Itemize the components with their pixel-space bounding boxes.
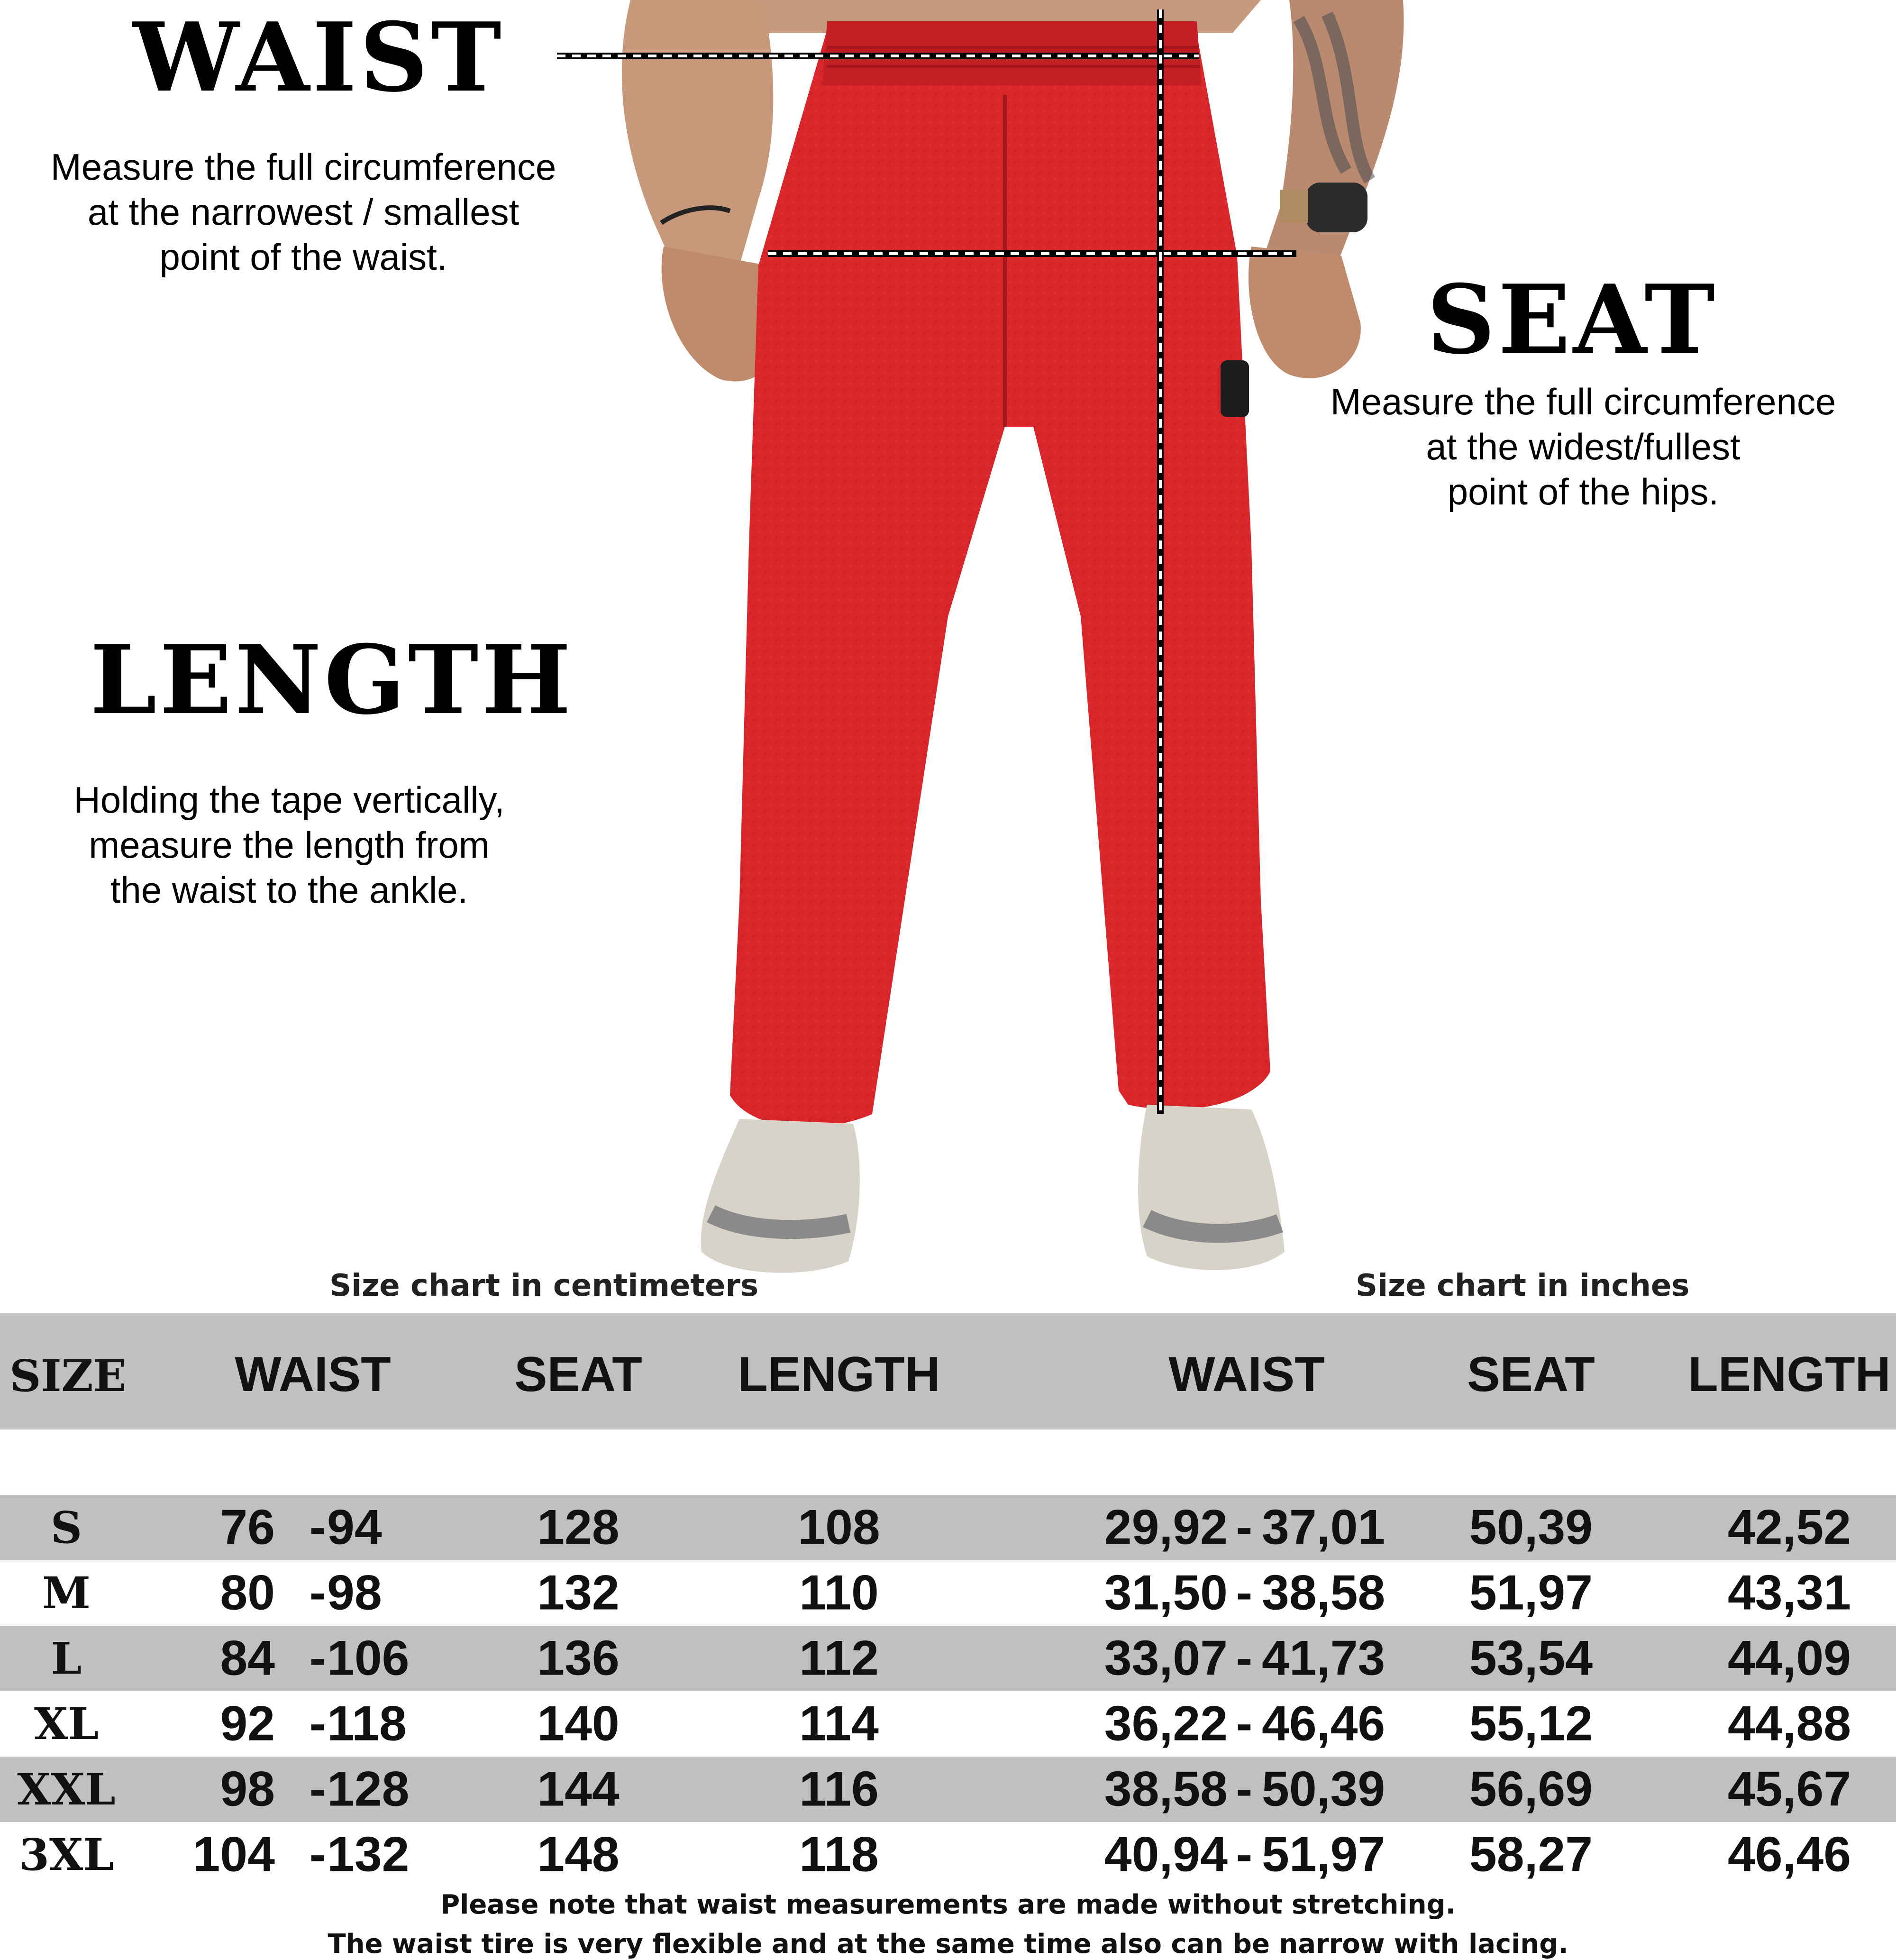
cell-cm-waist-max: 94 <box>327 1500 382 1555</box>
seat-title: SEAT <box>1427 264 1718 376</box>
watch <box>1306 183 1367 232</box>
cell-cm-waist-dash: - <box>309 1565 326 1621</box>
cell-cm-length: 114 <box>799 1696 879 1751</box>
cell-in-waist-max: 38,58 <box>1262 1565 1386 1621</box>
cell-cm-waist-min: 98 <box>220 1761 275 1817</box>
cell-cm-waist-dash: - <box>309 1630 326 1686</box>
cell-cm-waist-dash: - <box>309 1500 326 1555</box>
cell-size: 3XL <box>18 1829 114 1880</box>
caption-centimeters: Size chart in centimeters <box>329 1268 759 1303</box>
seat-line-2: at the widest/fullest <box>1426 426 1741 467</box>
cell-in-length: 44,88 <box>1727 1696 1851 1751</box>
table-row <box>0 1757 1896 1822</box>
cell-cm-seat: 132 <box>537 1565 620 1621</box>
cell-in-waist-min: 36,22 <box>1104 1696 1228 1751</box>
seat-line-1: Measure the full circumference <box>1330 381 1836 422</box>
cell-in-waist-dash: - <box>1236 1500 1253 1555</box>
cell-in-waist-max: 41,73 <box>1262 1630 1386 1686</box>
note-lacing: The waist tire is very flexible and at the same time also can be narrow with lacing. <box>328 1929 1568 1960</box>
cell-cm-waist-min: 92 <box>220 1696 275 1751</box>
waist-line-1: Measure the full circumference <box>50 146 556 188</box>
cell-in-seat: 53,54 <box>1469 1630 1593 1686</box>
header-cm-seat: SEAT <box>514 1347 642 1402</box>
length-line-3: the waist to the ankle. <box>110 869 468 911</box>
cell-in-length: 46,46 <box>1727 1827 1851 1882</box>
length-instructions <box>9 778 569 913</box>
seat-line-3: point of the hips. <box>1447 471 1719 513</box>
header-size: SIZE <box>9 1350 127 1401</box>
cell-in-waist-max: 46,46 <box>1262 1696 1386 1751</box>
cell-in-waist-min: 40,94 <box>1104 1827 1228 1882</box>
cell-in-waist-min: 31,50 <box>1104 1565 1228 1621</box>
header-cm-waist: WAIST <box>235 1347 391 1402</box>
cell-in-seat: 55,12 <box>1469 1696 1593 1751</box>
cell-cm-waist-max: 128 <box>327 1761 410 1817</box>
cell-in-waist-min: 33,07 <box>1104 1630 1228 1686</box>
cell-cm-waist-max: 132 <box>327 1827 410 1882</box>
cell-cm-waist-min: 84 <box>220 1630 275 1686</box>
cell-in-seat: 51,97 <box>1469 1565 1593 1621</box>
header-in-seat: SEAT <box>1467 1347 1595 1402</box>
pants <box>730 21 1270 1127</box>
cell-cm-length: 118 <box>799 1827 879 1882</box>
cell-in-waist-max: 51,97 <box>1262 1827 1386 1882</box>
cell-in-waist-min: 29,92 <box>1104 1500 1228 1555</box>
cell-cm-seat: 140 <box>537 1696 620 1751</box>
cell-in-waist-dash: - <box>1236 1696 1253 1751</box>
cell-cm-waist-max: 118 <box>327 1696 407 1751</box>
waist-instructions <box>9 145 597 280</box>
cell-cm-seat: 136 <box>537 1630 620 1686</box>
cell-size: L <box>51 1633 82 1684</box>
cell-in-length: 45,67 <box>1727 1761 1851 1817</box>
cell-cm-waist-max: 98 <box>327 1565 382 1621</box>
cell-in-waist-dash: - <box>1236 1630 1253 1686</box>
length-line-1: Holding the tape vertically, <box>73 779 505 821</box>
cell-cm-waist-dash: - <box>309 1761 326 1817</box>
cell-in-waist-dash: - <box>1236 1827 1253 1882</box>
seat-instructions <box>1289 379 1877 514</box>
cell-in-waist-max: 50,39 <box>1262 1761 1386 1817</box>
cell-in-length: 44,09 <box>1727 1630 1851 1686</box>
table-row <box>0 1495 1896 1560</box>
note-stretching: Please note that waist measurements are made without stretching. <box>440 1889 1456 1920</box>
cell-size: S <box>50 1502 82 1553</box>
cell-cm-length: 108 <box>798 1500 880 1555</box>
right-hand <box>1249 247 1361 378</box>
cell-in-waist-min: 38,58 <box>1104 1761 1228 1817</box>
caption-inches: Size chart in inches <box>1356 1268 1690 1303</box>
waist-line-3: point of the waist. <box>159 236 447 278</box>
cell-size: XXL <box>17 1764 116 1815</box>
table-row <box>0 1560 1896 1626</box>
cell-in-length: 43,31 <box>1727 1565 1851 1621</box>
cell-in-waist-dash: - <box>1236 1565 1253 1621</box>
table-row <box>0 1822 1896 1887</box>
cell-in-waist-dash: - <box>1236 1761 1253 1817</box>
left-arm <box>622 0 774 266</box>
cell-cm-waist-dash: - <box>309 1696 326 1751</box>
cell-in-waist-max: 37,01 <box>1262 1500 1386 1555</box>
cell-cm-length: 112 <box>799 1630 879 1686</box>
cell-cm-waist-min: 76 <box>220 1500 275 1555</box>
brand-patch <box>1221 360 1249 417</box>
header-in-waist: WAIST <box>1168 1347 1325 1402</box>
waist-title: WAIST <box>133 2 504 113</box>
header-in-length: LENGTH <box>1688 1347 1891 1402</box>
table-row <box>0 1691 1896 1757</box>
cell-cm-length: 116 <box>799 1761 879 1817</box>
waist-line-2: at the narrowest / smallest <box>87 191 520 233</box>
cell-size: M <box>42 1567 91 1619</box>
cell-cm-seat: 144 <box>537 1761 620 1817</box>
cell-cm-waist-min: 80 <box>220 1565 275 1621</box>
cell-in-seat: 56,69 <box>1469 1761 1593 1817</box>
left-sneaker <box>701 1119 860 1273</box>
cell-in-seat: 50,39 <box>1469 1500 1593 1555</box>
cell-cm-seat: 148 <box>537 1827 620 1882</box>
cell-cm-waist-min: 104 <box>192 1827 275 1882</box>
cell-in-length: 42,52 <box>1727 1500 1851 1555</box>
header-cm-length: LENGTH <box>738 1347 940 1402</box>
length-title: LENGTH <box>90 624 574 736</box>
cell-cm-length: 110 <box>799 1565 879 1621</box>
cell-cm-waist-max: 106 <box>327 1630 410 1686</box>
length-line-2: measure the length from <box>89 824 490 866</box>
table-row <box>0 1626 1896 1691</box>
right-sneaker <box>1138 1105 1285 1270</box>
cell-cm-waist-dash: - <box>309 1827 326 1882</box>
cell-cm-seat: 128 <box>537 1500 620 1555</box>
cell-size: XL <box>34 1698 99 1749</box>
cell-in-seat: 58,27 <box>1469 1827 1593 1882</box>
